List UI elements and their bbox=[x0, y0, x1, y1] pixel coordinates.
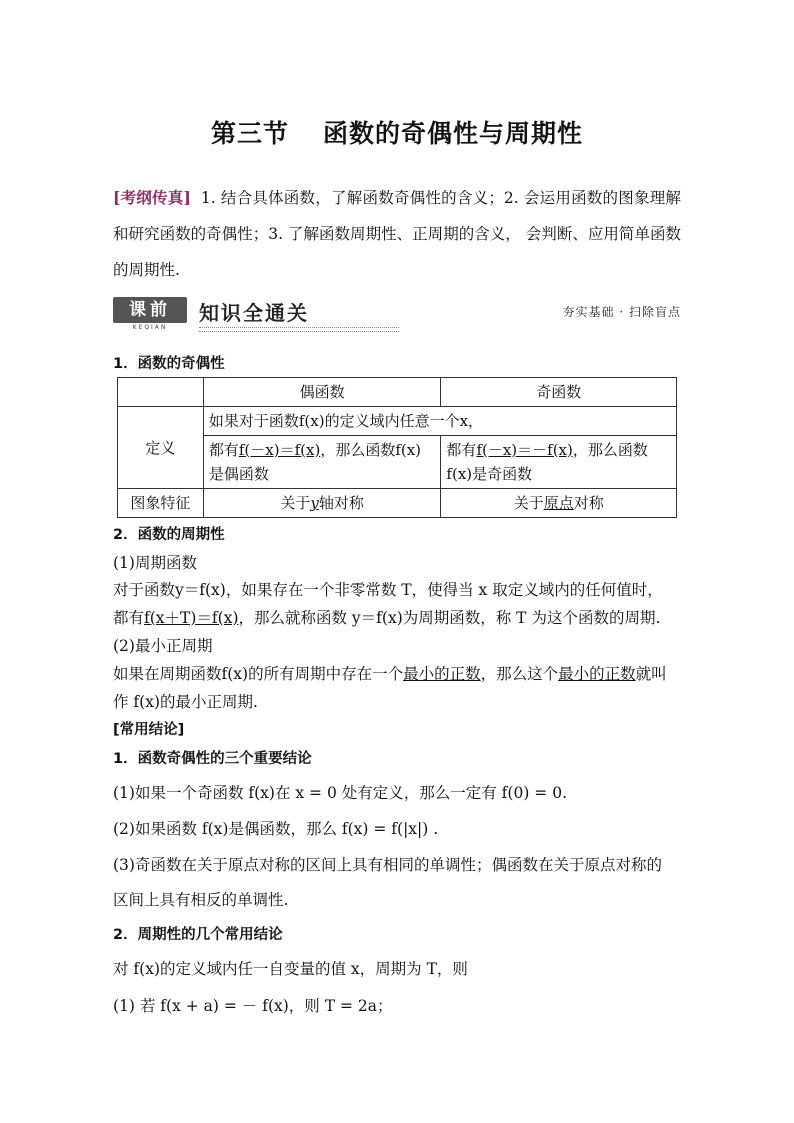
table-row bbox=[118, 407, 677, 436]
row-label-definition: 定义 bbox=[118, 407, 204, 489]
parity-conclusion-3-line2: 区间上具有相反的单调性. bbox=[113, 891, 289, 909]
period-conclusion-intro: 对 f(x)的定义域内任一自变量的值 x，周期为 T，则 bbox=[113, 960, 468, 978]
odd-def-prefix: 都有 bbox=[446, 441, 477, 459]
heading-period-conclusions: 2．周期性的几个常用结论 bbox=[113, 927, 283, 943]
heading-periodicity: 2．函数的周期性 bbox=[113, 527, 225, 543]
odd-graph-suffix: 对称 bbox=[573, 494, 604, 512]
parity-conclusion-1: (1)如果一个奇函数 f(x)在 x = 0 处有定义，那么一定有 f(0) = 0. bbox=[113, 784, 568, 802]
banner-slogan: 夯实基础 · 扫除盲点 bbox=[562, 305, 681, 319]
banner-divider bbox=[199, 327, 399, 332]
parity-table bbox=[117, 377, 677, 518]
row-label-graph: 图象特征 bbox=[118, 489, 204, 518]
table-corner-cell bbox=[118, 378, 204, 407]
table-row bbox=[118, 489, 677, 518]
banner-badge-pinyin: KEQIAN bbox=[132, 324, 168, 331]
periodic-def-formula: f(x＋T)＝f(x) bbox=[144, 609, 239, 627]
syllabus-tag: [考纲传真] bbox=[113, 188, 191, 207]
periodic-def-suffix: ，那么就称函数 y＝f(x)为周期函数，称 T 为这个函数的周期. bbox=[238, 609, 661, 627]
even-def-suffix: ，那么函数f(x)是偶函数 bbox=[208, 441, 422, 483]
subheading-min-period: (2)最小正周期 bbox=[113, 637, 213, 655]
odd-graph-prefix: 关于 bbox=[513, 494, 544, 512]
even-def-prefix: 都有 bbox=[208, 441, 239, 459]
definition-shared-cell: 如果对于函数f(x)的定义域内任意一个x， bbox=[203, 407, 676, 436]
odd-graph-origin: 原点 bbox=[543, 494, 574, 512]
even-def-formula: f(－x)＝f(x) bbox=[238, 441, 321, 459]
section-title: 函数的奇偶性与周期性 bbox=[323, 119, 584, 148]
section-number: 第三节 bbox=[210, 119, 289, 148]
min-period-term2: 最小的正数 bbox=[558, 665, 636, 683]
odd-def-suffix: ，那么函数f(x)是奇函数 bbox=[446, 441, 648, 483]
even-definition-cell bbox=[203, 436, 441, 489]
syllabus-paragraph bbox=[113, 180, 681, 288]
min-period-suffix: 就叫 bbox=[635, 665, 667, 683]
table-header-odd: 奇函数 bbox=[441, 378, 677, 407]
periodic-def-line1: 对于函数y＝f(x)，如果存在一个非零常数 T，使得当 x 取定义域内的任何值时， bbox=[113, 581, 663, 599]
min-period-term1: 最小的正数 bbox=[403, 665, 481, 683]
even-graph-axis: y bbox=[310, 494, 319, 512]
odd-definition-cell bbox=[441, 436, 677, 489]
table-header-even: 偶函数 bbox=[203, 378, 441, 407]
odd-def-formula: f(－x)＝－f(x) bbox=[476, 441, 573, 459]
heading-parity: 1．函数的奇偶性 bbox=[113, 356, 225, 372]
section-banner bbox=[113, 297, 681, 333]
periodic-def-line2 bbox=[113, 606, 683, 628]
page-title bbox=[0, 114, 794, 150]
parity-conclusion-2: (2)如果函数 f(x)是偶函数，那么 f(x) = f(|x|) . bbox=[113, 820, 439, 838]
periodic-def-prefix: 都有 bbox=[113, 609, 145, 627]
min-period-line2: 作 f(x)的最小正周期. bbox=[113, 693, 258, 711]
odd-graph-cell bbox=[441, 489, 677, 518]
banner-badge: 课前 bbox=[113, 297, 187, 323]
parity-conclusion-3-line1: (3)奇函数在关于原点对称的区间上具有相同的单调性；偶函数在关于原点对称的 bbox=[113, 856, 662, 874]
banner-title: 知识全通关 bbox=[199, 301, 309, 325]
min-period-line1 bbox=[113, 662, 683, 684]
heading-parity-conclusions: 1．函数奇偶性的三个重要结论 bbox=[113, 751, 312, 767]
min-period-prefix: 如果在周期函数f(x)的所有周期中存在一个 bbox=[113, 665, 404, 683]
period-conclusion-1: (1) 若 f(x + a) = － f(x)，则 T = 2a； bbox=[113, 997, 393, 1015]
even-graph-cell bbox=[203, 489, 441, 518]
syllabus-text: 1. 结合具体函数，了解函数奇偶性的含义；2. 会运用函数的图象理解和研究函数的奇偶性；3. 了解函数周期性、正周期的含义， 会判断、应用简单函数的周期性. bbox=[113, 189, 682, 279]
subheading-periodic-function: (1)周期函数 bbox=[113, 554, 197, 572]
even-graph-suffix: 轴对称 bbox=[318, 494, 364, 512]
even-graph-prefix: 关于 bbox=[280, 494, 311, 512]
heading-common-conclusions: [常用结论] bbox=[113, 722, 185, 738]
min-period-mid: ，那么这个 bbox=[480, 665, 559, 683]
table-header-row bbox=[118, 378, 677, 407]
